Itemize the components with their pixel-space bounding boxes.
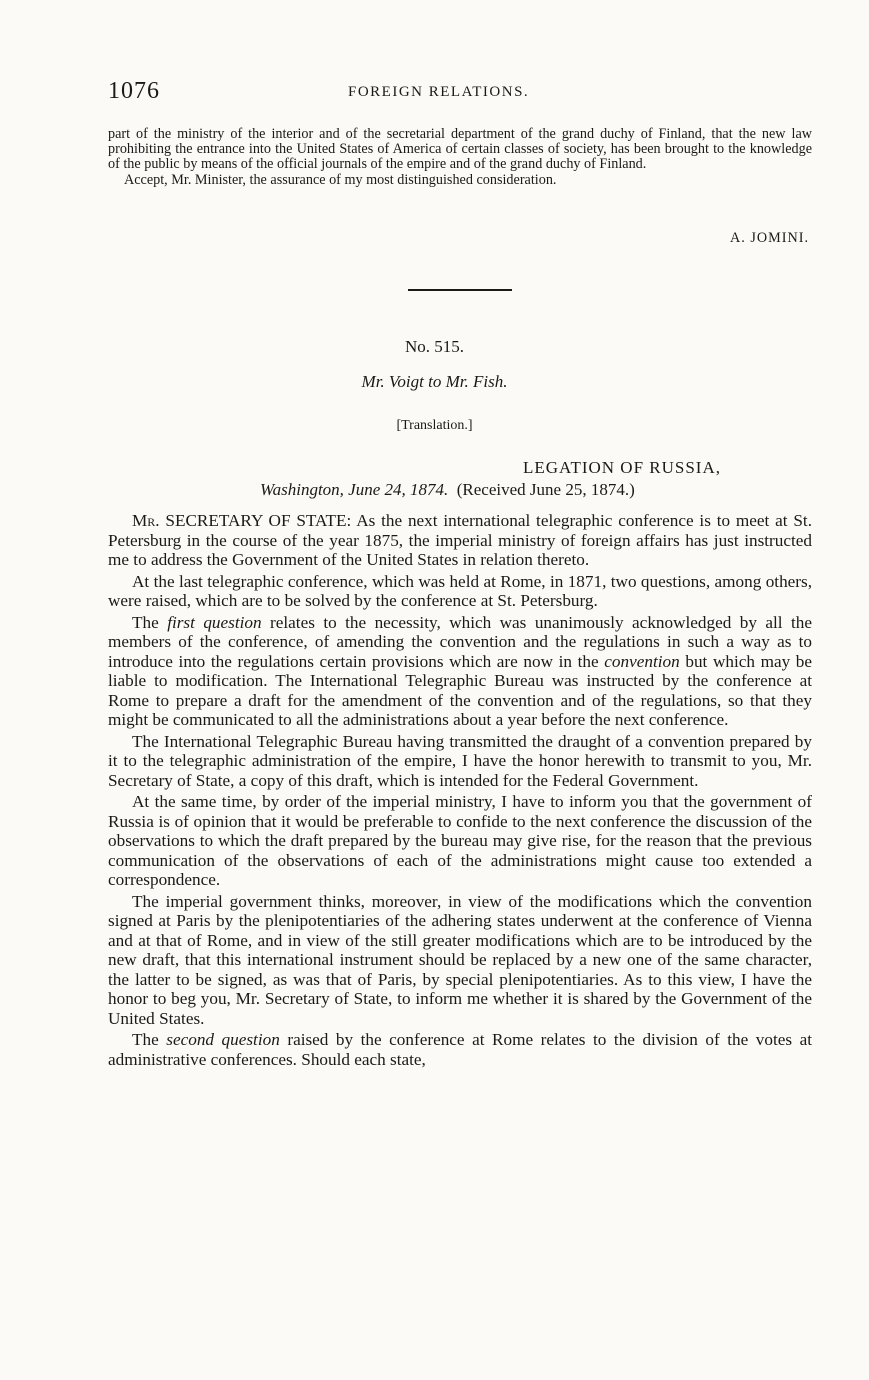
paragraph-7 bbox=[108, 1030, 812, 1069]
document-title: Mr. Voigt to Mr. Fish. bbox=[361, 372, 508, 391]
salutation: Mr. SECRETARY OF STATE: bbox=[132, 511, 352, 530]
previous-letter-paragraph: part of the ministry of the interior and of the secretarial department of the grand duchy of Finland, that the new law prohibiting the entrance into the United States of America of certain classes of society, has been brought to the knowledge of the public by means of the official journals of the empire and of the grand duchy of Finland. bbox=[108, 126, 812, 173]
paragraph-6: The imperial government thinks, moreover, in view of the modifications which the convention signed at Paris by the plenipotentiaries of the adhering states underwent at the conference of Vienna and at that of Rome, and in view of the still greater modifications which are to be introduced by the new draft, that this international instrument should be replaced by a new one of the same character, the latter to be signed, as was that of Paris, by special plenipotentiaries. As to this view, I have the honor to beg you, Mr. Secretary of State, to inform me whether it is shared by the Government of the United States. bbox=[108, 891, 812, 1028]
previous-letter-closing: Accept, Mr. Minister, the assurance of my most distinguished consideration. bbox=[124, 171, 557, 188]
document-number: No. 515. bbox=[404, 337, 465, 356]
date-place: Washington, June 24, 1874. bbox=[260, 480, 449, 499]
paragraph-1 bbox=[108, 511, 812, 570]
paragraph-3-text-c: but which may be liable to modification. The International Telegraphic Bureau was instructed by the conference at Rome to prepare a draft for the amendment of the convention and of the regulations, so that they might be communicated to all the administrations about a year before the next conference. bbox=[108, 651, 813, 729]
paragraph-3-text-a: The bbox=[132, 612, 159, 632]
first-question-emphasis: first question bbox=[167, 612, 262, 632]
paragraph-7-text-b: raised by the conference at Rome relates to the division of the votes at administrative conferences. Should each state, bbox=[108, 1030, 812, 1069]
paragraph-4: The International Telegraphic Bureau having transmitted the draught of a convention prepared by it to the telegraphic administration of the empire, I have the honor herewith to transmit to you, Mr. Secretary of State, a copy of this draft, which is intended for the Federal Government. bbox=[108, 731, 812, 790]
second-question-emphasis: second question bbox=[166, 1030, 280, 1049]
paragraph-5: At the same time, by order of the imperial ministry, I have to inform you that the government of Russia is of opinion that it would be preferable to confide to the next conference the discussion of the observations to which the draft prepared by the bureau may give rise, for the reason that the previous communication of the observations of each of the administrations might cause too extended a correspondence. bbox=[108, 792, 812, 889]
running-head: FOREIGN RELATIONS. bbox=[348, 84, 530, 100]
legation-heading: LEGATION OF RUSSIA, bbox=[523, 458, 721, 477]
translation-note: [Translation.] bbox=[396, 418, 473, 433]
dateline bbox=[260, 480, 635, 500]
paragraph-3 bbox=[108, 613, 812, 730]
letter-body bbox=[108, 511, 812, 1071]
paragraph-3-text-b: relates to the necessity, which was unanimously acknowledged by all the members of the conference, of amending the convention and the regulations in such a way as to introduce into the regulations certain provisions which are now in the bbox=[108, 612, 813, 671]
previous-letter-end bbox=[108, 127, 812, 188]
convention-emphasis: convention bbox=[604, 651, 680, 671]
section-divider bbox=[408, 289, 512, 291]
paragraph-1-text: As the next international telegraphic conference is to meet at St. Petersburg in the course of the year 1875, the imperial ministry of foreign affairs has just instructed me to address the Government of the United States in relation thereto. bbox=[108, 511, 812, 569]
received-date: (Received June 25, 1874.) bbox=[456, 480, 635, 499]
page-number: 1076 bbox=[108, 78, 160, 104]
signature: A. JOMINI. bbox=[730, 230, 809, 246]
page-header bbox=[108, 78, 808, 108]
paragraph-2: At the last telegraphic conference, which was held at Rome, in 1871, two questions, among others, were raised, which are to be solved by the conference at St. Petersburg. bbox=[108, 571, 812, 610]
paragraph-7-text-a: The bbox=[132, 1030, 159, 1049]
